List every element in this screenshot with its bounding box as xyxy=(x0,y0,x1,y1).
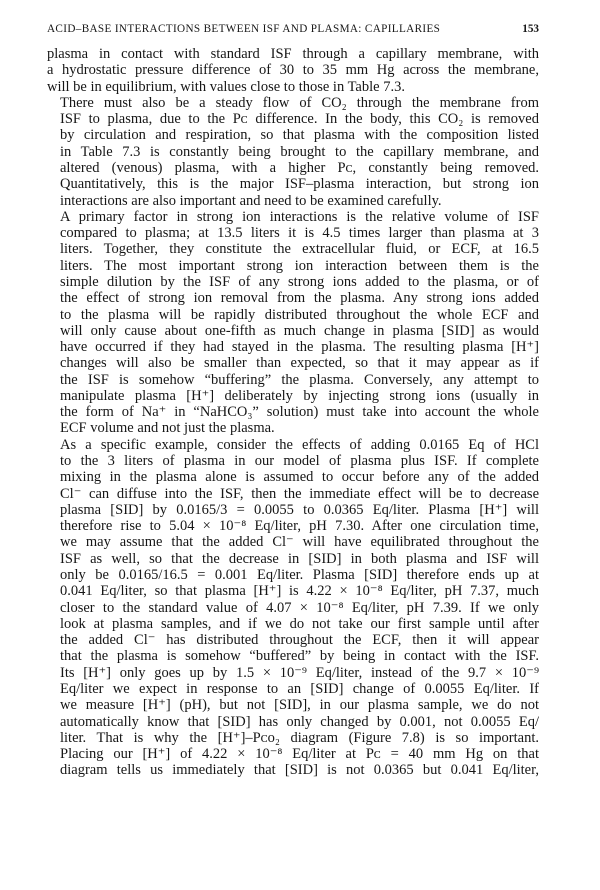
text-line: As a specific example, consider the effects of adding 0.0165 Eq of HCl xyxy=(60,436,539,453)
text-line: altered (venous) plasma, with a higher Pᴄ, constantly being removed. xyxy=(60,159,539,176)
text-line: interactions are also important and need to be examined carefully. xyxy=(60,192,442,209)
text-line: Eq/liter we expect in response to an [SID] change of 0.0055 Eq/liter. If xyxy=(60,680,539,697)
text-line: There must also be a steady flow of CO₂ through the membrane from xyxy=(60,94,539,111)
text-line: 0.041 Eq/liter, so that plasma [H⁺] is 4.22 × 10⁻⁸ Eq/liter, pH 7.37, much xyxy=(60,583,539,600)
text-line: to the plasma will be rapidly distributed throughout the whole ECF and xyxy=(60,306,539,323)
text-line: compared to plasma; at 13.5 liters it is 4.5 times larger than plasma at 3 xyxy=(60,225,539,242)
body-text xyxy=(47,46,539,779)
text-line: Cl⁻ can diffuse into the ISF, then the immediate effect will be to decrease xyxy=(60,485,539,502)
text-line: automatically know that [SID] has only changed by 0.001, not 0.0055 Eq/ xyxy=(60,713,539,730)
text-line: the ISF is somehow “buffering” the plasma. Conversely, any attempt to xyxy=(60,371,539,388)
paragraph xyxy=(47,46,539,95)
text-line: mixing in the plasma alone is assumed to occur before any of the added xyxy=(60,469,539,486)
text-line: liter. That is why the [H⁺]–Pᴄᴏ₂ diagram (Figure 7.8) is so important. xyxy=(60,729,539,746)
text-line: the form of Na⁺ in “NaHCO₃” solution) must take into account the whole xyxy=(60,404,539,421)
text-line: by circulation and respiration, so that plasma with the composition listed xyxy=(60,127,539,144)
text-line: manipulate plasma [H⁺] deliberately by injecting strong ions (usually in xyxy=(60,387,539,404)
text-line: look at plasma samples, and if we do not take our first sample until after xyxy=(60,615,539,632)
book-page xyxy=(47,22,539,779)
text-line: will only cause about one-fifth as much change in plasma [SID] as would xyxy=(60,322,539,339)
text-line: we may assume that the added Cl⁻ will have equilibrated throughout the xyxy=(60,534,539,551)
text-line: ISF as well, so that the decrease in [SID] in both plasma and ISF will xyxy=(60,550,539,567)
paragraph xyxy=(47,437,539,779)
text-line: have occurred if they had stayed in the plasma. The resulting plasma [H⁺] xyxy=(60,339,539,356)
text-line: ISF to plasma, due to the Pᴄ difference. In the body, this CO₂ is removed xyxy=(60,111,539,128)
text-line: liters. Together, they constitute the extracellular fluid, or ECF, at 16.5 xyxy=(60,241,539,258)
text-line: ECF volume and not just the plasma. xyxy=(60,420,275,437)
text-line: simple dilution by the ISF of any strong ions added to the plasma, or of xyxy=(60,273,539,290)
text-line: will be in equilibrium, with values close to those in Table 7.3. xyxy=(47,78,405,95)
text-line: therefore rise to 5.04 × 10⁻⁸ Eq/liter, pH 7.30. After one circulation time, xyxy=(60,518,539,535)
running-header xyxy=(47,22,539,36)
text-line: we measure [H⁺] (pH), but not [SID], in our plasma sample, we do not xyxy=(60,697,539,714)
text-line: liters. The most important strong ion interaction between them is the xyxy=(60,257,539,274)
text-line: changes will also be smaller than expected, so that it may appear as if xyxy=(60,355,539,372)
text-line: Quantitatively, this is the major ISF–plasma interaction, but strong ion xyxy=(60,176,539,193)
text-line: the effect of strong ion removal from the plasma. Any strong ions added xyxy=(60,290,539,307)
text-line: diagram tells us immediately that [SID] is not 0.0365 but 0.041 Eq/liter, xyxy=(60,762,539,779)
page-number: 153 xyxy=(522,23,539,35)
text-line: only be 0.0165/16.5 = 0.001 Eq/liter. Plasma [SID] therefore ends up at xyxy=(60,567,539,583)
text-line: plasma [SID] by 0.0165/3 = 0.0055 to 0.0365 Eq/liter. Plasma [H⁺] will xyxy=(60,501,539,518)
text-line: in Table 7.3 is constantly being brought to the capillary membrane, and xyxy=(60,143,539,160)
text-line: plasma in contact with standard ISF through a capillary membrane, with xyxy=(47,46,539,62)
text-line: the added Cl⁻ has distributed throughout the ECF, then it will appear xyxy=(60,632,539,649)
text-line: A primary factor in strong ion interactions is the relative volume of ISF xyxy=(60,208,539,225)
text-line: Placing our [H⁺] of 4.22 × 10⁻⁸ Eq/liter at Pᴄ = 40 mm Hg on that xyxy=(60,746,539,763)
text-line: that the plasma is somehow “buffered” by being in contact with the ISF. xyxy=(60,648,539,665)
text-line: closer to the standard value of 4.07 × 10⁻⁸ Eq/liter, pH 7.39. If we only xyxy=(60,599,539,616)
text-line: Its [H⁺] only goes up by 1.5 × 10⁻⁹ Eq/liter, instead of the 9.7 × 10⁻⁹ xyxy=(60,664,539,681)
paragraph xyxy=(47,95,539,209)
chapter-title: ACID–BASE INTERACTIONS BETWEEN ISF AND PLASMA: CAPILLARIES xyxy=(47,23,441,35)
text-line: a hydrostatic pressure difference of 30 to 35 mm Hg across the membrane, xyxy=(47,62,539,79)
paragraph xyxy=(47,209,539,437)
text-line: to the 3 liters of plasma in our model of plasma plus ISF. If complete xyxy=(60,453,539,470)
